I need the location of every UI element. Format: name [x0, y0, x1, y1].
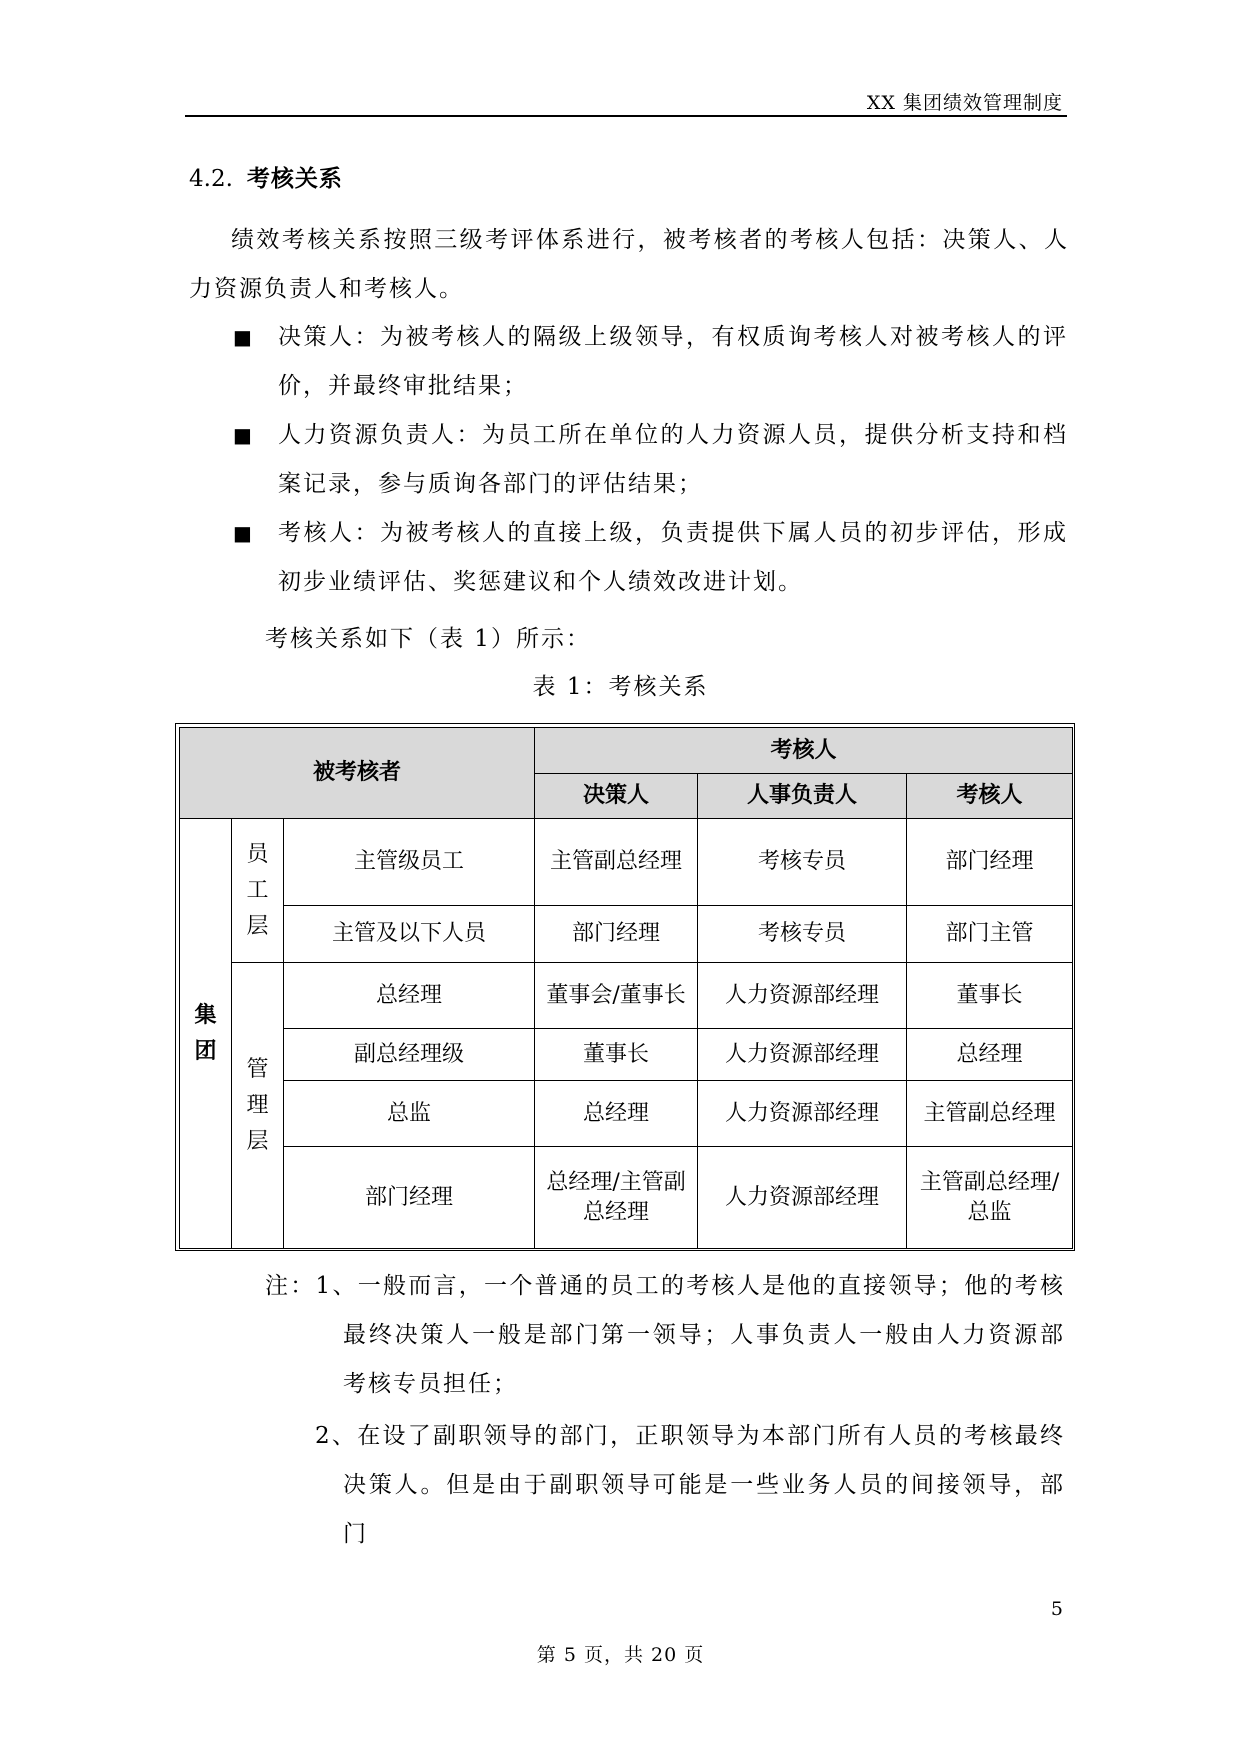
- table-cell: 部门经理: [907, 819, 1073, 906]
- table-cell: 总经理: [284, 963, 535, 1029]
- group-cell: [180, 819, 232, 1249]
- vertical-char: 团: [194, 1038, 217, 1064]
- layer-cell-management: [232, 963, 284, 1249]
- table-row: [180, 1029, 1073, 1081]
- note-1: 注：1、一般而言，一个普通的员工的考核人是他的直接领导；他的考核最终决策人一般是部门第一领导；人事负责人一般由人力资源部考核专员担任；: [265, 1273, 1065, 1397]
- section-heading: [189, 160, 343, 193]
- vertical-char: 工: [246, 877, 269, 903]
- table-row: [180, 906, 1073, 963]
- vertical-char: 层: [246, 913, 269, 939]
- table-cell: 总监: [284, 1081, 535, 1147]
- table-cell: 主管副总经理/总监: [907, 1147, 1073, 1249]
- table-cell: 总经理: [907, 1029, 1073, 1081]
- header-examinee: 被考核者: [180, 728, 535, 819]
- bullet-marker: ■: [233, 325, 252, 349]
- section-title: 考核关系: [246, 166, 343, 192]
- table-row: [180, 819, 1073, 906]
- table-intro: 考核关系如下（表 1）所示：: [265, 626, 591, 652]
- section-number: 4.2.: [189, 166, 233, 192]
- table-cell: 考核专员: [698, 906, 907, 963]
- table-row: [180, 963, 1073, 1029]
- bullet-item-decision-maker: 决策人：为被考核人的隔级上级领导，有权质询考核人对被考核人的评价，并最终审批结果；: [278, 324, 1068, 399]
- table-cell: 董事长: [907, 963, 1073, 1029]
- table-cell: 董事会/董事长: [535, 963, 698, 1029]
- intro-paragraph: 绩效考核关系按照三级考评体系进行，被考核者的考核人包括：决策人、人力资源负责人和考核人。: [189, 227, 1069, 302]
- subheader-hr-lead: 人事负责人: [698, 774, 907, 819]
- table-cell: 部门主管: [907, 906, 1073, 963]
- vertical-char: 理: [246, 1092, 269, 1118]
- table-cell: 总经理/主管副总经理: [535, 1147, 698, 1249]
- note-2: 2、在设了副职领导的部门，正职领导为本部门所有人员的考核最终决策人。但是由于副职领导可能是一些业务人员的间接领导，部门: [315, 1423, 1065, 1547]
- table-cell: 部门经理: [284, 1147, 535, 1249]
- bullet-item-assessor: 考核人：为被考核人的直接上级，负责提供下属人员的初步评估，形成初步业绩评估、奖惩建议和个人绩效改进计划。: [278, 520, 1068, 595]
- document-header-title: XX 集团绩效管理制度: [866, 92, 1063, 114]
- table-cell: 人力资源部经理: [698, 1081, 907, 1147]
- subheader-decision-maker: 决策人: [535, 774, 698, 819]
- table-caption: 表 1：考核关系: [532, 674, 709, 700]
- table-cell: 主管副总经理: [907, 1081, 1073, 1147]
- bullet-marker: ■: [233, 423, 252, 447]
- table-cell: 总经理: [535, 1081, 698, 1147]
- page-footer: 第 5 页，共 20 页: [536, 1644, 705, 1666]
- table-cell: 副总经理级: [284, 1029, 535, 1081]
- vertical-char: 层: [246, 1128, 269, 1154]
- table-cell: 主管及以下人员: [284, 906, 535, 963]
- table-cell: 部门经理: [535, 906, 698, 963]
- page-number: 5: [1050, 1598, 1063, 1620]
- vertical-char: 管: [246, 1056, 269, 1082]
- table-cell: 主管级员工: [284, 819, 535, 906]
- table-cell: 董事长: [535, 1029, 698, 1081]
- table-row: [180, 1147, 1073, 1249]
- header-assessors: 考核人: [535, 728, 1073, 774]
- table-cell: 人力资源部经理: [698, 1147, 907, 1249]
- table-cell: 人力资源部经理: [698, 963, 907, 1029]
- table-row: [180, 1081, 1073, 1147]
- bullet-marker: ■: [233, 521, 252, 545]
- header-divider: [185, 115, 1067, 117]
- table-cell: 主管副总经理: [535, 819, 698, 906]
- layer-cell-staff: [232, 819, 284, 963]
- vertical-char: 员: [246, 841, 269, 867]
- vertical-char: 集: [194, 1002, 217, 1028]
- table-cell: 考核专员: [698, 819, 907, 906]
- bullet-item-hr-lead: 人力资源负责人：为员工所在单位的人力资源人员，提供分析支持和档案记录，参与质询各部门的评估结果；: [278, 422, 1068, 497]
- assessment-relationship-table: [179, 727, 1073, 1249]
- table-cell: 人力资源部经理: [698, 1029, 907, 1081]
- subheader-assessor: 考核人: [907, 774, 1073, 819]
